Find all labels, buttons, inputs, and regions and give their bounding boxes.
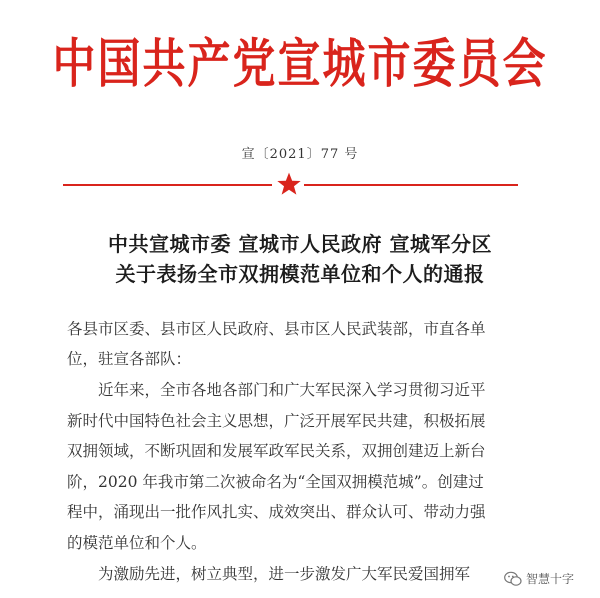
header-divider-right — [304, 184, 518, 186]
body-line: 双拥领域，不断巩固和发展军政军民关系，双拥创建迈上新台 — [67, 442, 486, 460]
watermark-text: 智慧十字 — [526, 572, 575, 586]
document-number: 宣〔2021〕77 号 — [241, 147, 359, 162]
body-line: 各县市区委、县市区人民政府、县市区人民武装部，市直各单 — [67, 320, 486, 338]
body-line: 阶，2020 年我市第二次被命名为“全国双拥模范城”。创建过 — [67, 473, 484, 491]
body-line: 近年来，全市各地各部门和广大军民深入学习贯彻习近平 — [98, 381, 486, 399]
body-line: 位，驻宣各部队： — [67, 350, 192, 368]
header-divider-left — [63, 184, 272, 186]
account-watermark — [500, 568, 578, 589]
body-line: 为激励先进，树立典型，进一步激发广大军民爱国拥军 — [98, 565, 471, 583]
body-line: 的模范单位和个人。 — [67, 534, 207, 552]
red-star-icon — [276, 171, 302, 197]
wechat-icon — [504, 571, 522, 587]
notice-title-line-2: 关于表扬全市双拥模范单位和个人的通报 — [115, 262, 485, 286]
notice-title-line-1: 中共宣城市委 宣城市人民政府 宣城军分区 — [108, 232, 492, 256]
org-title: 中国共产党宣城市委员会 — [52, 34, 548, 96]
body-line: 程中，涌现出一批作风扎实、成效突出、群众认可、带动力强 — [67, 503, 486, 521]
body-line: 新时代中国特色社会主义思想，广泛开展军民共建，积极拓展 — [67, 412, 486, 430]
